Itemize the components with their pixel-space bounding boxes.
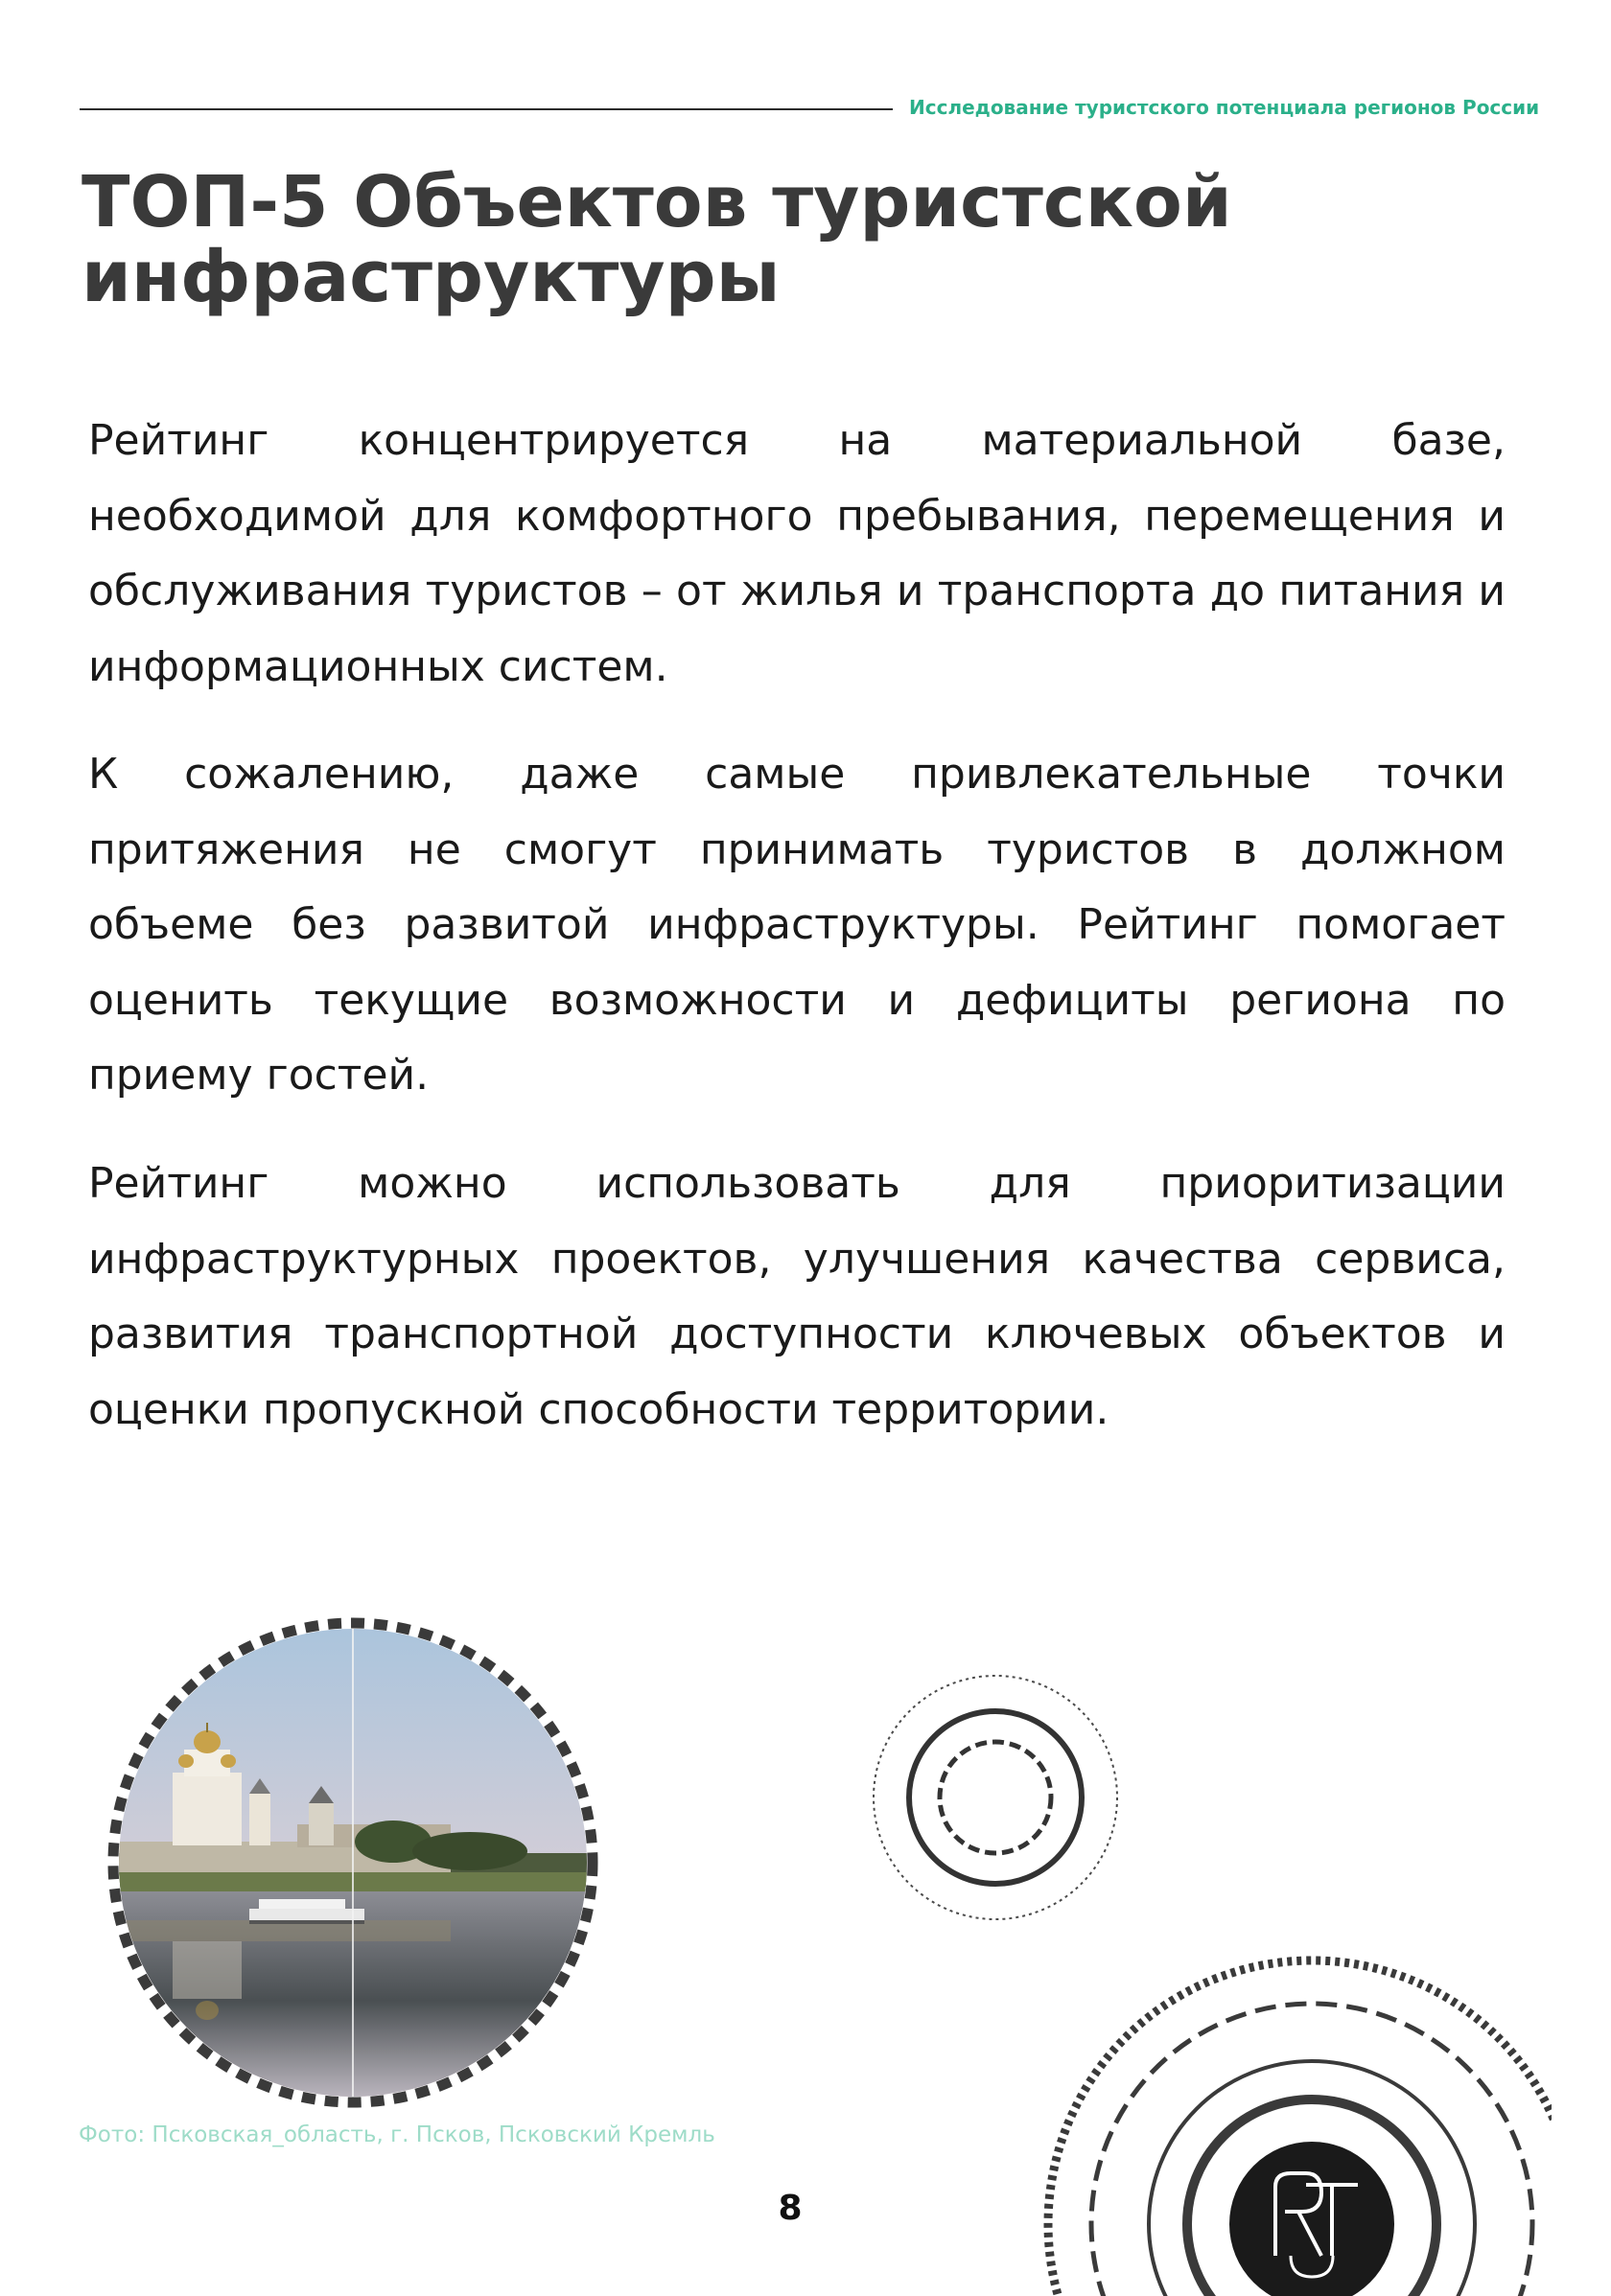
page-number: 8 xyxy=(778,2189,803,2228)
kremlin-photo xyxy=(105,1615,600,2110)
paragraph-1: Рейтинг концентрируется на материальной базе, необходимой для комфортного пребывания, перемещения и обслуживания туристов – от жилья и транспорта до питания и информационных систем. xyxy=(88,416,1506,691)
photo-caption: Фото: Псковская_область, г. Псков, Псковский Кремль xyxy=(79,2122,715,2147)
header-divider xyxy=(80,108,893,110)
concentric-circles-decoration xyxy=(871,1673,1120,1922)
paragraph-2: К сожалению, даже самые привлекательные точки притяжения не смогут принимать туристов в должном объеме без развитой инфраструктуры. Рейтинг помогает оценить текущие возможности и дефициты региона по приему гостей. xyxy=(88,750,1506,1100)
rt-logo-decoration xyxy=(1034,1951,1552,2296)
running-header: Исследование туристского потенциала регионов России xyxy=(909,96,1540,119)
page-title: ТОП-5 Объектов туристской инфраструктуры xyxy=(82,161,1232,318)
paragraph-3: Рейтинг можно использовать для приоритизации инфраструктурных проектов, улучшения качества сервиса, развития транспортной доступности ключевых объектов и оценки пропускной способности территории. xyxy=(88,1159,1506,1434)
